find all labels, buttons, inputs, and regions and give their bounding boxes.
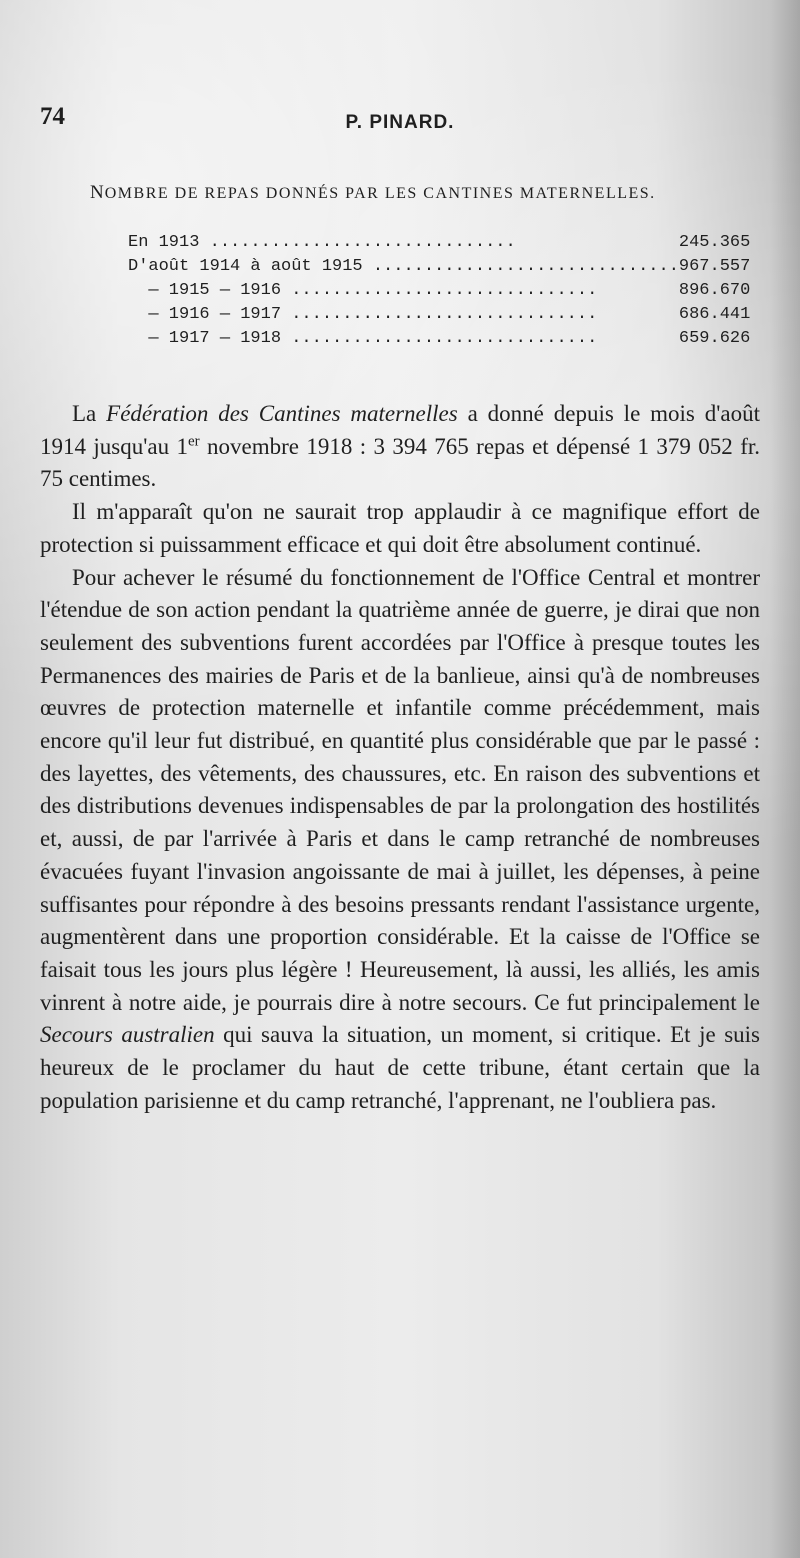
table-row [128, 252, 750, 276]
row-label: — 1916 — 1917 .............................. [148, 305, 598, 324]
running-head: P. PINARD. [345, 112, 455, 133]
table-title-initial: N [90, 182, 105, 203]
row-value: 245.365 [678, 233, 751, 252]
row-value: 896.670 [678, 281, 751, 300]
row-label: D'août 1914 à août 1915 .............................. [128, 257, 679, 276]
paragraph-office-central: Pour achever le résumé du fonctionnement de l'Office Central et montrer l'étendue de son action pendant la quatrième année de guerre, je dirai que non seulement des subventions furent accordées par l'Office à presque toutes les Permanences des mairies de Paris et de la banlieue, ainsi qu'à de nombreuses œuvres de protection maternelle et infantile comme précédemment, mais encore qu'il leur fut distribué, en quantité plus considérable que par le passé : des layettes, des vêtements, des chaussures, etc. En raison des subventions et des distributions devenues indispensables de par la prolongation des hostilités et, aussi, de par l'arrivée à Paris et dans le camp retranché de nombreuses évacuées fuyant l'invasion angoissante de mai à juillet, les dépenses, à peine suffisantes pour répondre à des besoins pressants rendant l'assistance urgente, augmentèrent dans une proportion considérable. Et la caisse de l'Office se faisait tous les jours plus légère ! Heureusement, là aussi, les alliés, les amis vinrent à notre aide, je pourrais dire à notre secours. Ce fut principalement le Secours australien qui sauva la situation, un moment, si critique. Et je suis heureux de le proclamer du haut de cette tribune, étant certain que la population parisienne et du camp retranché, l'apprenant, ne l'oubliera pas. [40, 564, 760, 1113]
meals-table [128, 228, 750, 348]
row-label: — 1915 — 1916 .............................. [148, 281, 598, 300]
row-label: En 1913 .............................. [128, 233, 516, 252]
row-label: — 1917 — 1918 .............................. [148, 329, 598, 348]
paragraph-effort: Il m'apparaît qu'on ne saurait trop applaudir à ce magnifique effort de protection si puissamment efficace et qui doit être absolument continué. [40, 499, 760, 557]
table-row [128, 300, 750, 324]
page-edge-shadow [770, 0, 800, 1558]
table-row [128, 228, 750, 252]
row-value: 686.441 [678, 305, 751, 324]
federation-name: Fédération des Cantines maternelles [106, 401, 458, 426]
page-number: 74 [40, 103, 65, 130]
row-value: 967.557 [678, 257, 751, 276]
secours-australien: Secours australien [40, 1022, 215, 1048]
row-value: 659.626 [678, 329, 751, 348]
table-row [128, 276, 750, 300]
body-text [40, 398, 760, 1117]
table-title [90, 182, 710, 204]
paragraph-federation: La Fédération des Cantines maternelles a donné depuis le mois d'août 1914 jusqu'au 1er novembre 1918 : 3 394 765 repas et dépensé 1 379 052 fr. 75 centimes. [40, 401, 760, 492]
table-title-rest: OMBRE DE REPAS DONNÉS PAR LES CANTINES MATERNELLES. [104, 185, 656, 202]
table-row [128, 324, 750, 348]
